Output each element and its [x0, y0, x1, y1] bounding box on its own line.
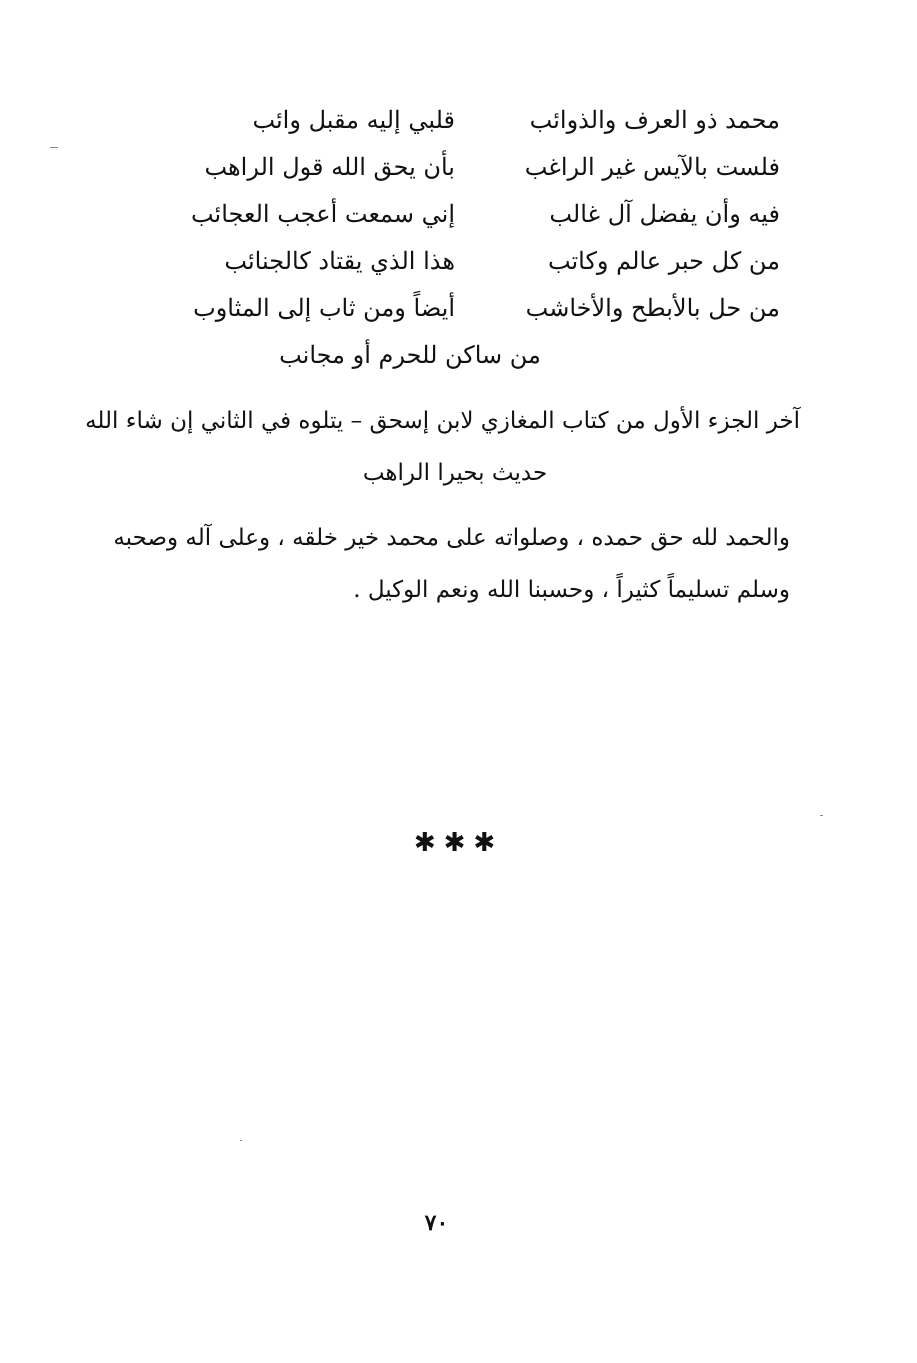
verse-first-hemistich: من كل حبر عالم وكاتب [547, 247, 780, 275]
verse-line [160, 288, 780, 335]
verse-second-hemistich: إني سمعت أعجب العجائب [190, 200, 455, 228]
verse-line [160, 100, 780, 147]
verse-first-hemistich: من حل بالأبطح والأخاشب [525, 294, 780, 322]
section-divider-stars: ✱✱✱ [413, 828, 504, 858]
scan-speck [820, 815, 823, 816]
verse-first-hemistich: فيه وأن يفضل آل غالب [549, 200, 780, 228]
verse-final-hemistich: من ساكن للحرم أو مجانب [279, 341, 541, 369]
scan-speck [240, 1140, 242, 1141]
verse-second-hemistich: بأن يحق الله قول الراهب [204, 153, 455, 181]
scan-speck [50, 147, 58, 148]
verse-second-hemistich: قلبي إليه مقبل وائب [252, 106, 455, 134]
verse-first-hemistich: فلست بالآيس غير الراغب [524, 153, 780, 181]
verse-line-final [160, 335, 780, 382]
verse-line [160, 147, 780, 194]
doxology-line: وسلم تسليماً كثيراً ، وحسبنا الله ونعم الوكيل . [353, 577, 790, 603]
doxology-line: والحمد لله حق حمده ، وصلواته على محمد خير خلقه ، وعلى آله وصحبه [113, 525, 790, 551]
verse-second-hemistich: أيضاً ومن ثاب إلى المثاوب [193, 294, 455, 322]
colophon [85, 395, 800, 499]
closing-doxology [113, 512, 790, 616]
page-number: ٧٠ [424, 1210, 449, 1236]
verse-line [160, 241, 780, 288]
colophon-next-title: حديث بحيرا الراهب [362, 460, 548, 486]
verse-first-hemistich: محمد ذو العرف والذوائب [529, 106, 780, 134]
colophon-line: آخر الجزء الأول من كتاب المغازي لابن إسحق – يتلوه في الثاني إن شاء الله [85, 408, 800, 434]
poem-block [160, 100, 780, 382]
verse-second-hemistich: هذا الذي يقتاد كالجنائب [224, 247, 455, 275]
verse-line [160, 194, 780, 241]
